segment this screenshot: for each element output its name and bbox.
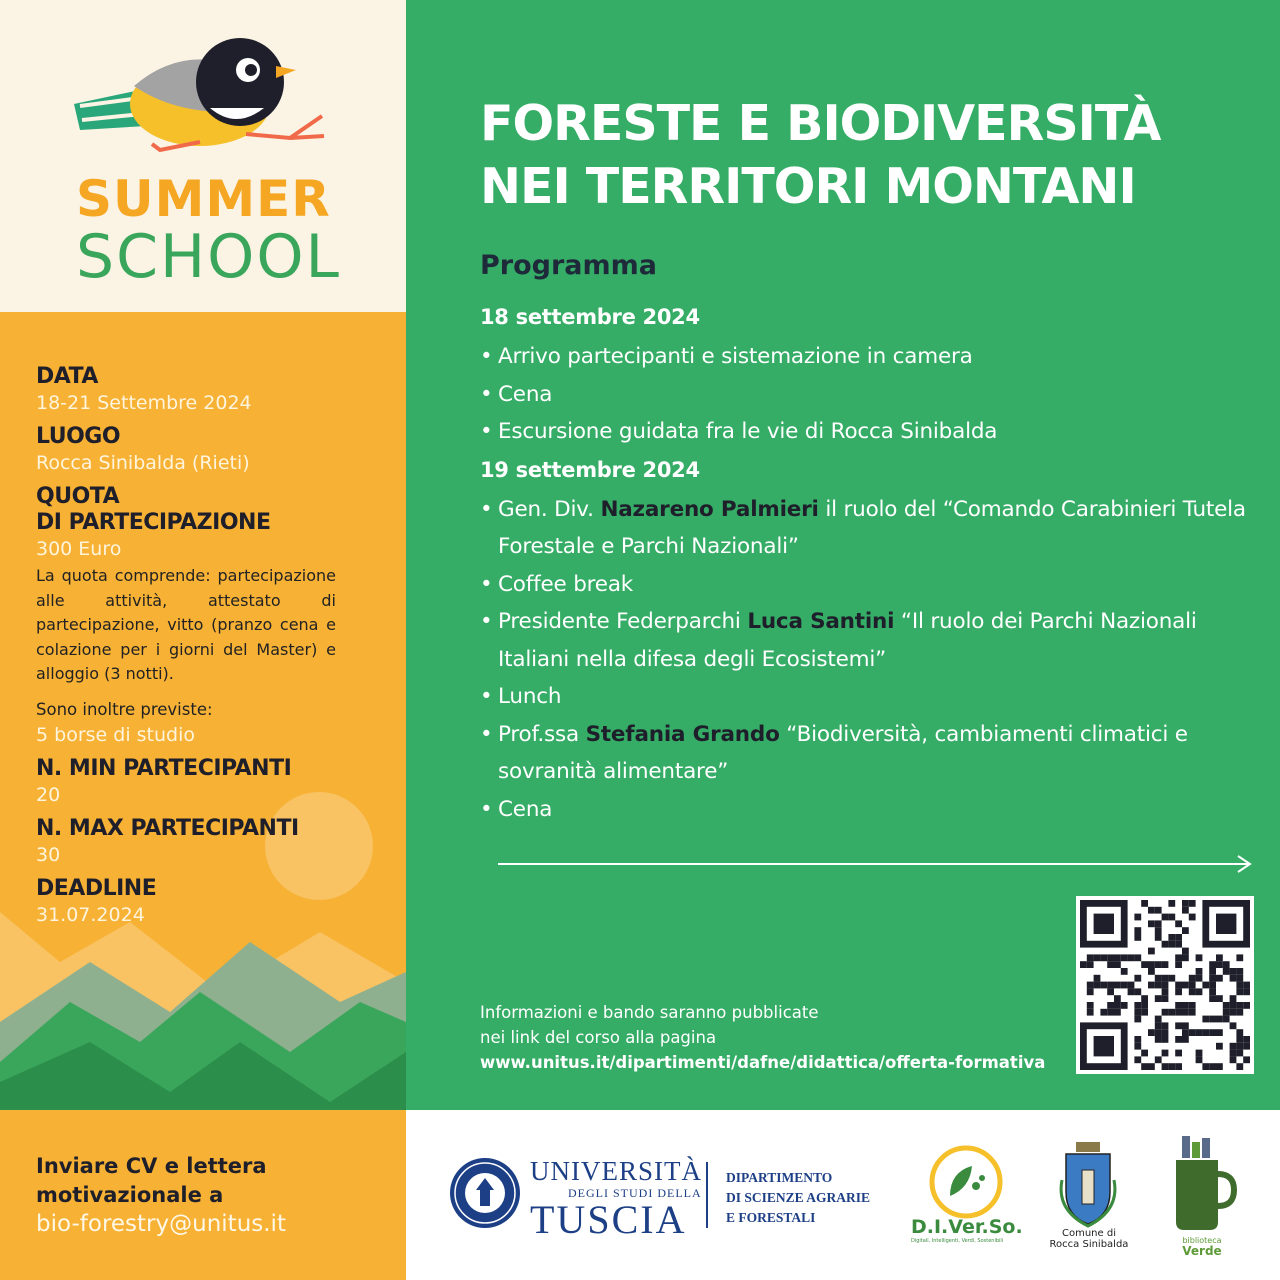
program-panel (406, 0, 1280, 1110)
contact-line2: motivazionale a (36, 1183, 224, 1207)
comune-line2: Rocca Sinibalda (1049, 1239, 1129, 1250)
contact-email-link[interactable]: bio-forestry@unitus.it (36, 1211, 286, 1237)
department-line2: DI SCIENZE AGRARIE (726, 1190, 871, 1205)
day2-date: 19 settembre 2024 (480, 457, 700, 482)
qr-code-icon (1080, 900, 1250, 1070)
max-participants-value: 30 (36, 843, 61, 866)
contact-line1: Inviare CV e lettera (36, 1154, 267, 1178)
title-line2: NEI TERRITORI MONTANI (480, 158, 1136, 215)
list-item (480, 716, 1260, 791)
list-item: • Coffee break (480, 566, 1260, 604)
item-topic: “Il ruolo dei Parchi Nazionali Italiani nella difesa degli Ecosistemi” (498, 609, 1197, 672)
footer-line2: nei link del corso alla pagina (480, 1028, 717, 1047)
info-footer (480, 1000, 1045, 1075)
fee-label-line2: DI PARTECIPAZIONE (36, 510, 271, 535)
list-item (480, 603, 1260, 678)
university-seal-icon (448, 1156, 522, 1230)
place-value: Rocca Sinibalda (Rieti) (36, 452, 250, 474)
bird-illustration (60, 26, 340, 156)
program-list (480, 302, 1260, 828)
day1-items (480, 338, 1260, 451)
comune-name (1041, 1228, 1137, 1250)
list-item (480, 491, 1260, 566)
event-info (36, 364, 336, 936)
university-name-line2: DEGLI STUDI DELLA (568, 1186, 702, 1200)
deadline-value: 31.07.2024 (36, 903, 145, 926)
speaker-name: Stefania Grando (585, 721, 780, 747)
logo-divider (706, 1162, 708, 1228)
footer-url-link[interactable]: www.unitus.it/dipartimenti/dafne/didattica/offerta-formativa (480, 1053, 1046, 1072)
item-topic: “Biodiversità, cambiamenti climatici e sovranità alimentare” (498, 721, 1188, 784)
diverso-name: D.I.Ver.So. (911, 1216, 1023, 1238)
branding-panel (0, 0, 406, 312)
list-item: • Escursione guidata fra le vie di Rocca Sinibalda (480, 413, 1260, 451)
comune-line1: Comune di (1062, 1228, 1116, 1239)
diverso-tagline: Digitali, Intelligenti, Verdi, Sostenibili (911, 1238, 1004, 1244)
biblioteca-line1: biblioteca (1182, 1236, 1222, 1245)
comune-crest-icon (1056, 1140, 1120, 1228)
item-prefix: Gen. Div. (498, 496, 601, 522)
date-label: DATA (36, 364, 98, 389)
department-line3: E FORESTALI (726, 1210, 816, 1225)
day2-items (480, 491, 1260, 829)
university-name-line1: UNIVERSITÀ (530, 1156, 702, 1186)
item-prefix: Presidente Federparchi (498, 609, 748, 634)
department-line1: DIPARTIMENTO (726, 1170, 833, 1185)
day1-date: 18 settembre 2024 (480, 305, 700, 329)
arrow-right-icon (498, 852, 1254, 876)
list-item: • Lunch (480, 678, 1260, 716)
item-topic: il ruolo del “Comando Carabinieri Tutela Forestale e Parchi Nazionali” (498, 496, 1246, 559)
program-heading: Programma (480, 250, 658, 281)
min-participants-value: 20 (36, 783, 61, 806)
biblioteca-line2: Verde (1182, 1244, 1222, 1258)
department-name (726, 1168, 870, 1228)
summer-label: SUMMER (76, 170, 331, 228)
list-item: • Arrivo partecipanti e sistemazione in camera (480, 338, 1260, 376)
min-participants-label: N. MIN PARTECIPANTI (36, 755, 292, 781)
fee-description: La quota comprende: partecipazione alle attività, attestato di partecipazione, vitto (pranzo cena e colazione per i giorni del Master) e alloggio (3 notti). (36, 566, 336, 683)
date-value: 18-21 Settembre 2024 (36, 392, 252, 414)
school-label: SCHOOL (76, 222, 341, 292)
university-name-line3: TUSCIA (530, 1197, 687, 1242)
info-panel (0, 312, 406, 1110)
partner-logos (406, 1110, 1280, 1280)
contact-text (36, 1152, 286, 1239)
extra-description: Sono inoltre previste: (36, 699, 213, 719)
item-prefix: Prof.ssa (498, 721, 586, 747)
biblioteca-verde-name (1162, 1236, 1242, 1258)
title-line1: FORESTE E BIODIVERSITÀ (480, 95, 1161, 152)
deadline-label: DEADLINE (36, 875, 157, 901)
fee-value: 300 Euro (36, 538, 122, 560)
fee-label-line1: QUOTA (36, 484, 120, 509)
speaker-name: Luca Santini (747, 609, 895, 634)
page-title (480, 92, 1260, 218)
qr-code[interactable] (1076, 896, 1254, 1074)
list-item: • Cena (480, 791, 1260, 829)
extra-value: 5 borse di studio (36, 723, 195, 746)
max-participants-label: N. MAX PARTECIPANTI (36, 815, 299, 841)
fee-label (36, 484, 336, 536)
contact-panel (0, 1110, 406, 1280)
place-label: LUOGO (36, 424, 121, 449)
list-item: • Cena (480, 376, 1260, 414)
footer-line1: Informazioni e bando saranno pubblicate (480, 1003, 819, 1022)
biblioteca-verde-logo-icon (1168, 1134, 1238, 1240)
speaker-name: Nazareno Palmieri (600, 496, 819, 522)
